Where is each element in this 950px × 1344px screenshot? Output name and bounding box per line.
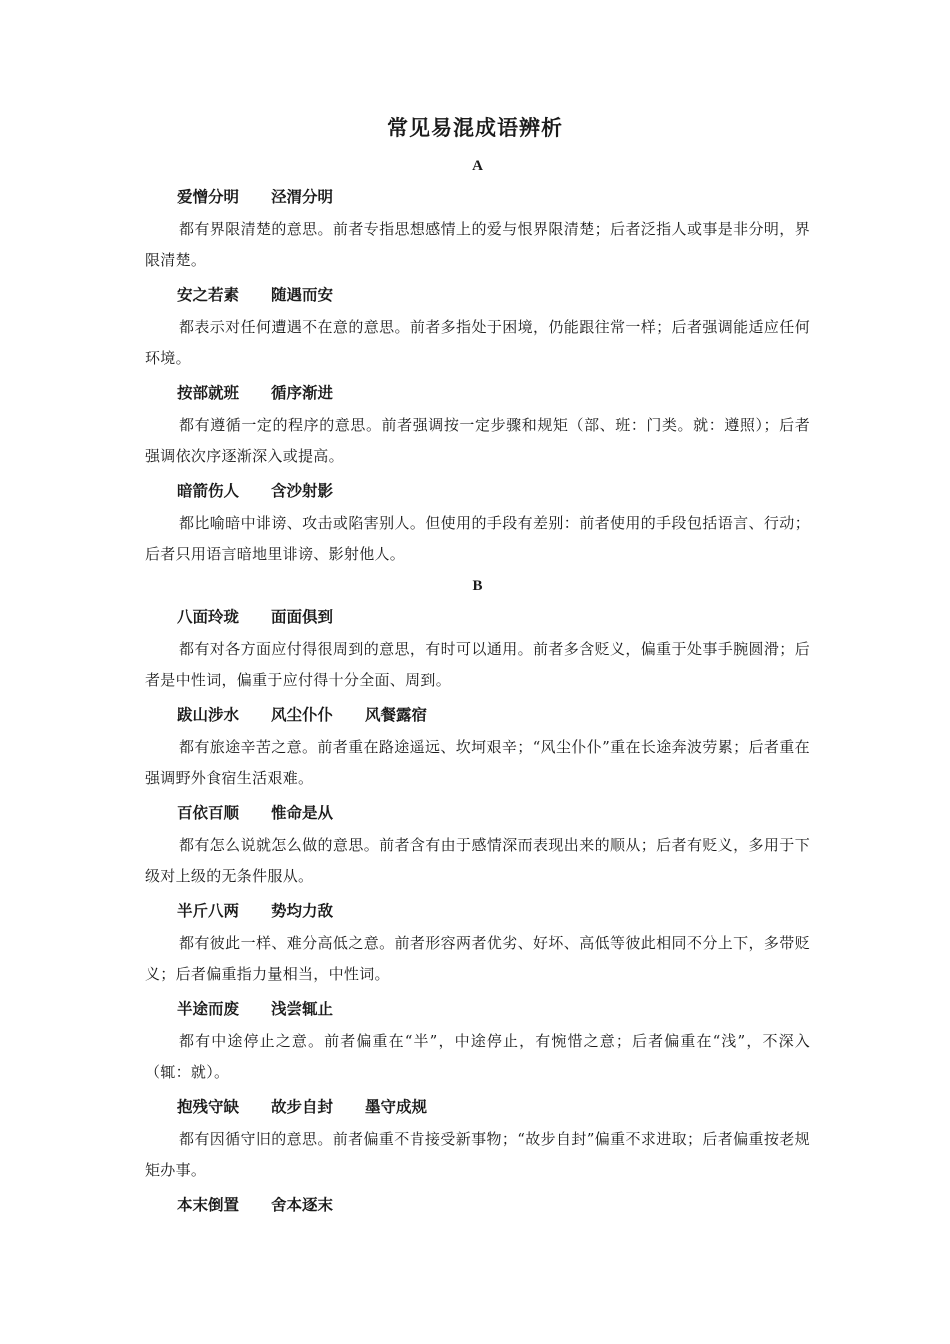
idiom-term: 跋山涉水	[177, 706, 240, 724]
idiom-explanation: 都有中途停止之意。前者偏重在“半”，中途停止，有惋惜之意；后者偏重在“浅”，不深入（辄：就）。	[145, 1032, 810, 1081]
idiom-term: 半途而废	[177, 1000, 240, 1018]
idiom-term: 随遇而安	[271, 286, 334, 304]
idiom-term: 爱憎分明	[177, 188, 240, 206]
idiom-term: 按部就班	[177, 384, 240, 402]
document-body	[145, 152, 810, 1222]
idiom-explanation: 都有彼此一样、难分高低之意。前者形容两者优劣、好坏、高低等彼此相同不分上下，多带贬义；后者偏重指力量相当，中性词。	[145, 934, 810, 983]
idiom-term: 抱残守缺	[177, 1098, 240, 1116]
idiom-group	[145, 796, 810, 830]
idiom-term: 循序渐进	[271, 384, 334, 402]
idiom-term: 本末倒置	[177, 1196, 240, 1214]
idiom-group	[145, 180, 810, 214]
idiom-term: 舍本逐末	[271, 1196, 334, 1214]
idiom-term: 暗箭伤人	[177, 482, 240, 500]
idiom-term: 八面玲珑	[177, 608, 240, 626]
idiom-explanation: 都有遵循一定的程序的意思。前者强调按一定步骤和规矩（部、班：门类。就：遵照）；后者强调依次序逐渐深入或提高。	[145, 416, 810, 465]
idiom-explanation: 都有因循守旧的意思。前者偏重不肯接受新事物；“故步自封”偏重不求进取；后者偏重按老规矩办事。	[145, 1130, 810, 1179]
document-title: 常见易混成语辨析	[387, 115, 563, 140]
idiom-group	[145, 600, 810, 634]
idiom-term: 安之若素	[177, 286, 240, 304]
idiom-term: 百依百顺	[177, 804, 240, 822]
idiom-group	[145, 1090, 810, 1124]
idiom-explanation: 都有旅途辛苦之意。前者重在路途遥远、坎坷艰辛；“风尘仆仆”重在长途奔波劳累；后者重在强调野外食宿生活艰难。	[145, 738, 810, 787]
section-letter-heading: B	[472, 578, 483, 594]
idiom-group	[145, 278, 810, 312]
idiom-explanation: 都有怎么说就怎么做的意思。前者含有由于感情深而表现出来的顺从；后者有贬义，多用于下级对上级的无条件服从。	[145, 836, 810, 885]
idiom-term: 风尘仆仆	[271, 706, 334, 724]
idiom-term: 浅尝辄止	[271, 1000, 334, 1018]
idiom-term: 面面俱到	[271, 608, 334, 626]
idiom-group	[145, 376, 810, 410]
idiom-explanation: 都有对各方面应付得很周到的意思，有时可以通用。前者多含贬义，偏重于处事手腕圆滑；后者是中性词，偏重于应付得十分全面、周到。	[145, 640, 810, 689]
idiom-explanation: 都比喻暗中诽谤、攻击或陷害别人。但使用的手段有差别：前者使用的手段包括语言、行动；后者只用语言暗地里诽谤、影射他人。	[145, 514, 810, 563]
idiom-term: 势均力敌	[271, 902, 334, 920]
idiom-term: 泾渭分明	[271, 188, 334, 206]
idiom-term: 故步自封	[271, 1098, 334, 1116]
idiom-group	[145, 698, 810, 732]
idiom-group	[145, 894, 810, 928]
idiom-term: 含沙射影	[271, 482, 334, 500]
idiom-term: 风餐露宿	[365, 706, 428, 724]
idiom-explanation: 都表示对任何遭遇不在意的意思。前者多指处于困境，仍能跟往常一样；后者强调能适应任何环境。	[145, 318, 810, 367]
section-letter-heading: A	[472, 158, 483, 174]
idiom-term: 墨守成规	[365, 1098, 428, 1116]
idiom-group	[145, 474, 810, 508]
idiom-group	[145, 1188, 810, 1222]
idiom-group	[145, 992, 810, 1026]
idiom-term: 半斤八两	[177, 902, 240, 920]
idiom-explanation: 都有界限清楚的意思。前者专指思想感情上的爱与恨界限清楚；后者泛指人或事是非分明，界限清楚。	[145, 220, 810, 269]
idiom-term: 惟命是从	[271, 804, 334, 822]
